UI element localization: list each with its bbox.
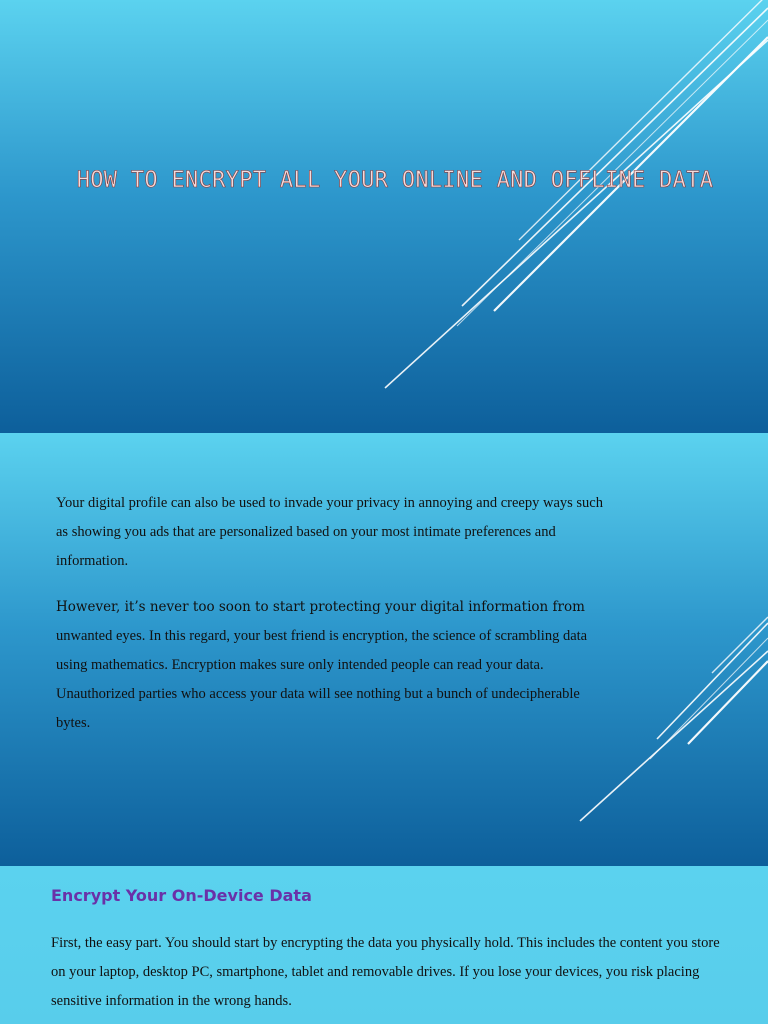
body-paragraph-2 xyxy=(56,593,616,738)
section-heading: Encrypt Your On-Device Data xyxy=(51,886,312,905)
slide-title: HOW TO ENCRYPT ALL YOUR ONLINE AND OFFLINE DATA xyxy=(76,168,714,193)
section-paragraph: First, the easy part. You should start by encrypting the data you physically hold. This includes the content you store on your laptop, desktop PC, smartphone, tablet and removable drives. If you lose your devices, you risk placing sensitive information in the wrong hands. xyxy=(51,935,720,1009)
paragraph-2-rest: unwanted eyes. In this regard, your best friend is encryption, the science of scrambling data using mathematics. Encryption makes sure only intended people can read your data. Unauthorized parties who access your data will see nothing but a bunch of undecipherable bytes. xyxy=(56,628,588,731)
decorative-diagonal-lines xyxy=(0,0,768,433)
paragraph-2-lead: However, it’s never too soon to start protecting your digital information from xyxy=(56,599,585,615)
content-slide xyxy=(0,433,768,866)
body-paragraph-1: Your digital profile can also be used to invade your privacy in annoying and creepy ways such as showing you ads that are personalized based on your most intimate preferences and information. xyxy=(56,495,603,569)
section-slide xyxy=(0,866,768,1024)
title-slide xyxy=(0,0,768,433)
